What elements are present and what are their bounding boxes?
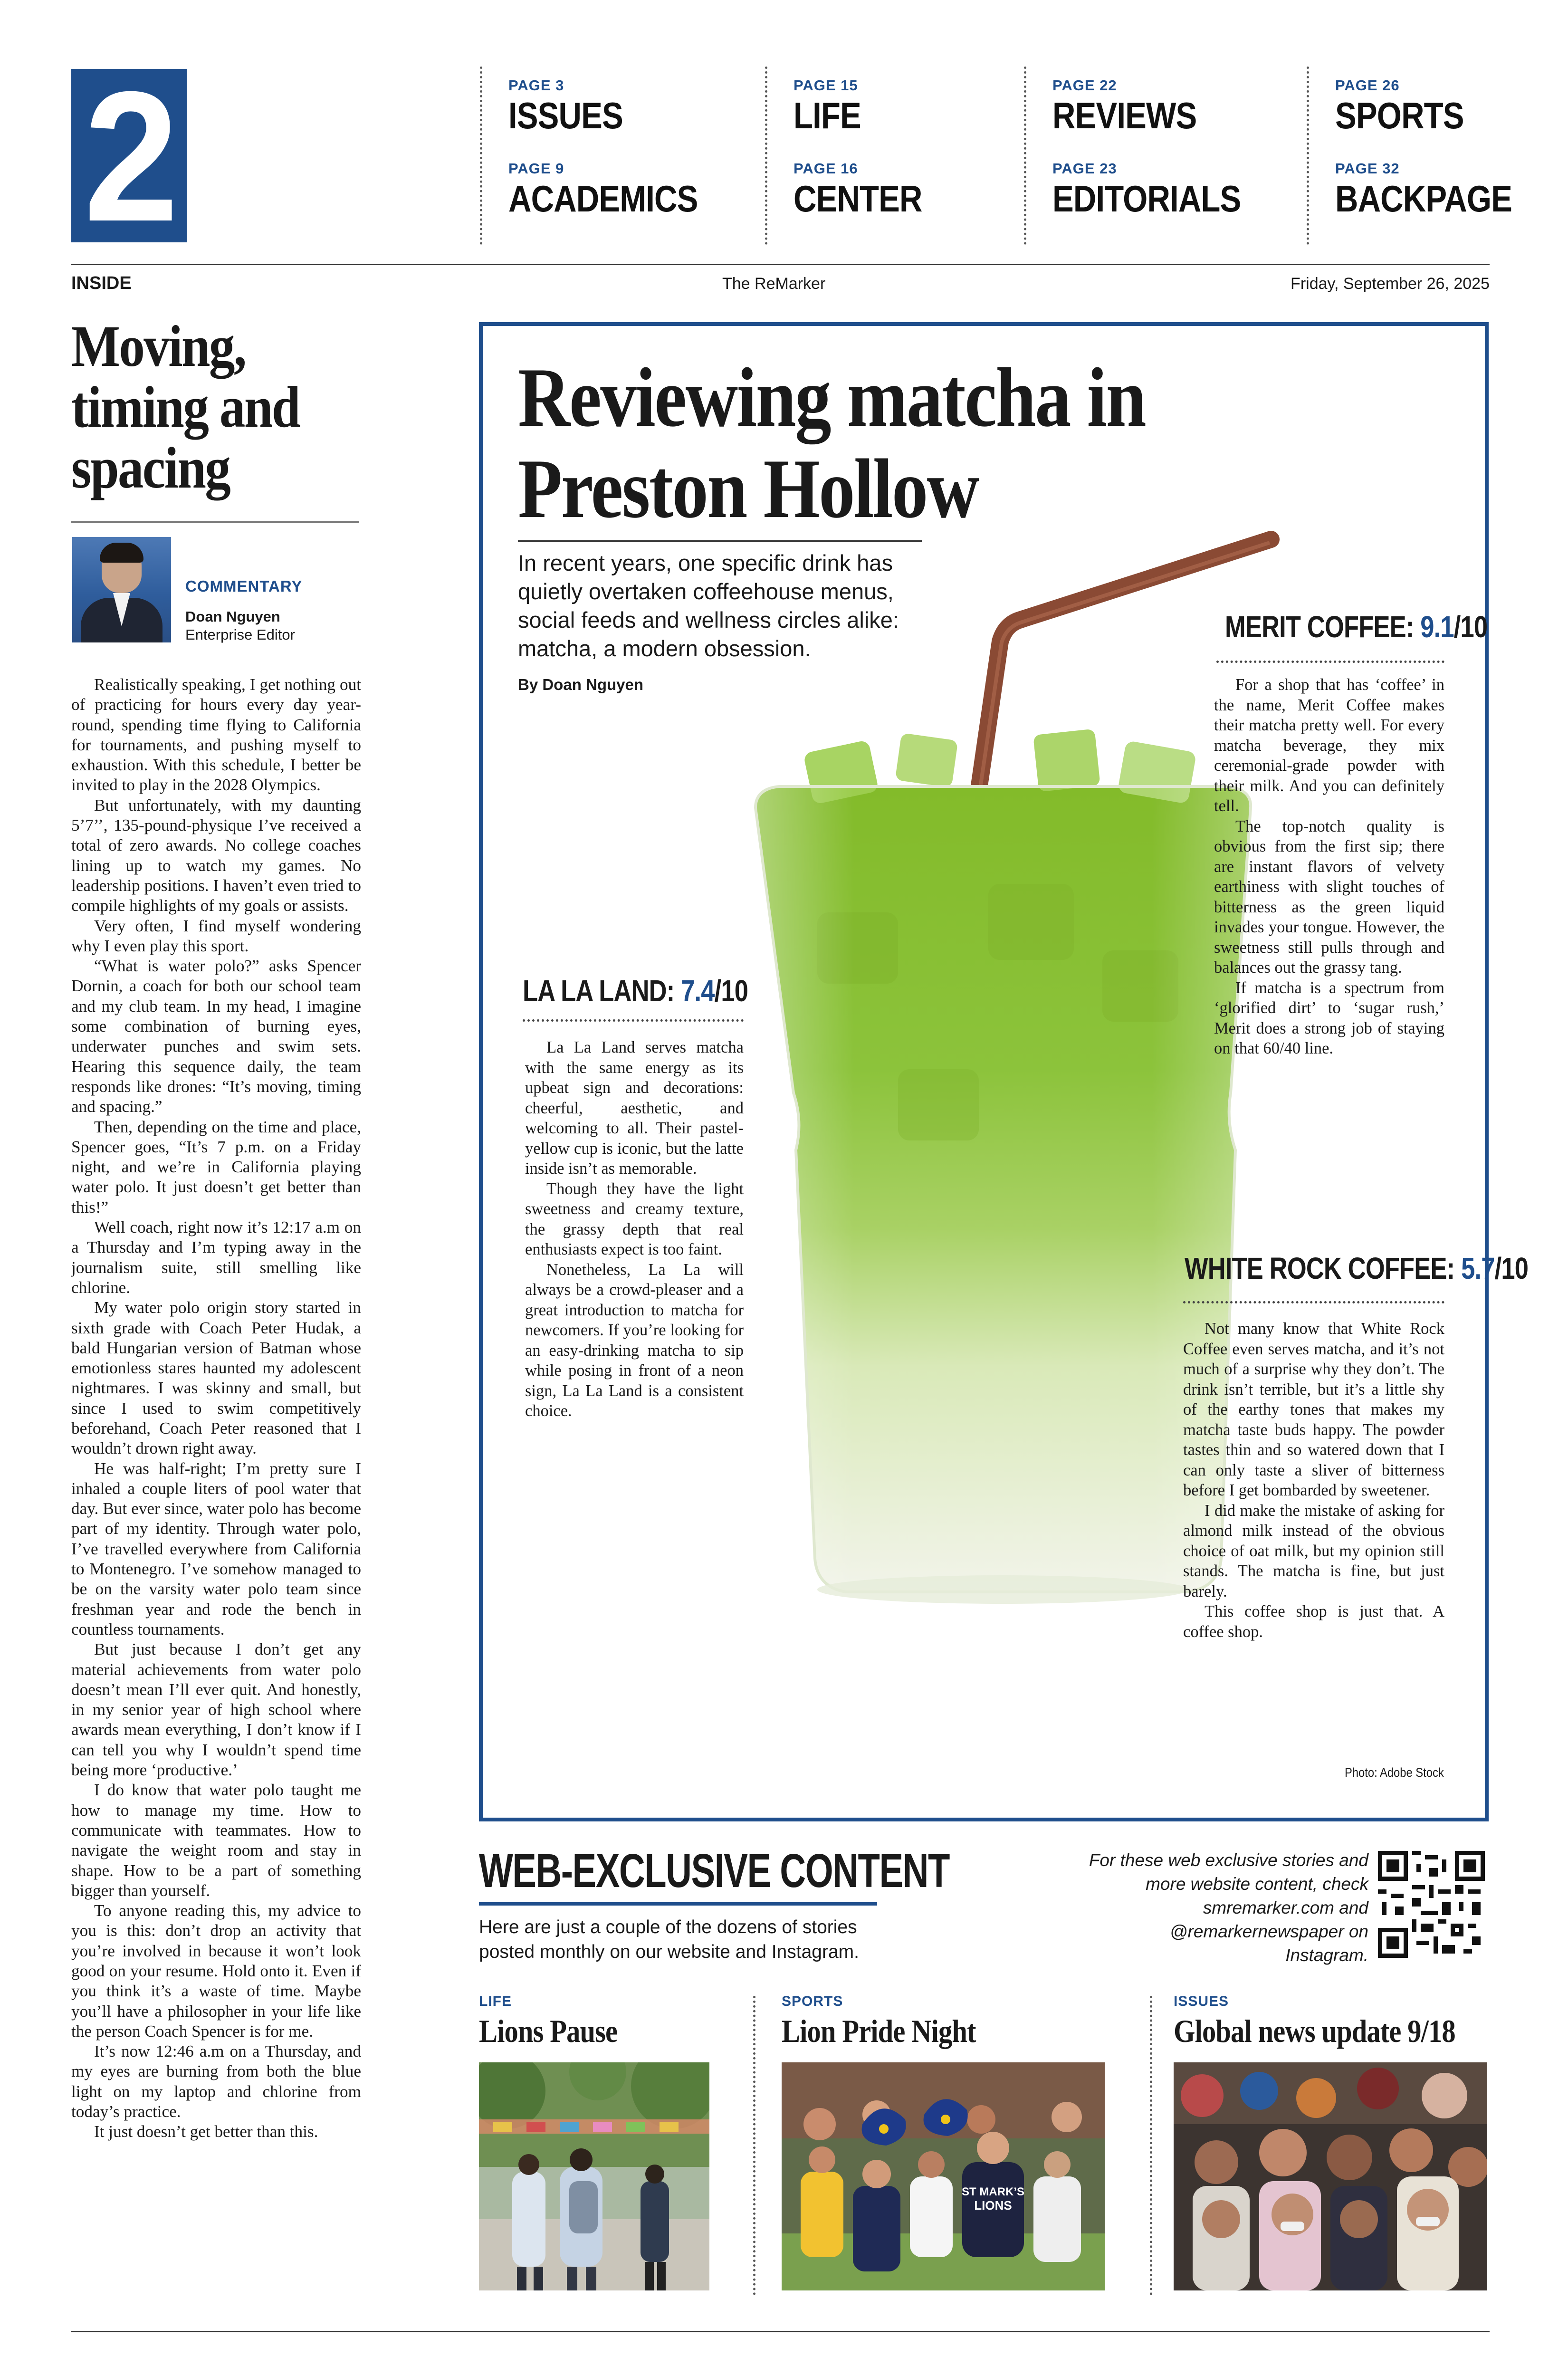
review-score: 9.1 — [1420, 610, 1454, 644]
merit-review-heading — [1225, 609, 1487, 651]
commentary-body — [71, 675, 361, 2142]
nav-page-number: PAGE 3 — [508, 77, 564, 94]
review-paragraph: La La Land serves matcha with the same energy as its upbeat sign and decorations: cheerful, aesthetic, and welcoming to all. Their pastel-yellow cup is iconic, but the latte inside isn’t as memorable. — [525, 1038, 744, 1178]
nav-section-name: CENTER — [794, 178, 922, 220]
svg-text:LIONS: LIONS — [974, 2198, 1012, 2213]
nav-item-issues[interactable] — [508, 77, 728, 160]
web-exclusive-subheading: Here are just a couple of the dozens of stories posted monthly on our website and Instagram. — [479, 1917, 859, 1962]
nav-section-name: ISSUES — [508, 95, 623, 136]
nav-section-name: SPORTS — [1335, 95, 1464, 136]
commentary-paragraph: It’s now 12:46 a.m on a Thursday, and my eyes are burning from both the blue light on my laptop and chlorine from today’s practice. — [71, 2042, 361, 2121]
commentary-paragraph: Realistically speaking, I get nothing out of practicing for hours every day year-round, spending time flying to California for tournaments, and pushing myself to exhaustion. With this schedule, I better be invited to play in the 2028 Olympics. — [71, 675, 361, 795]
review-paragraph: The top-notch quality is obvious from the first sip; there are instant flavors of velvety earthiness with slight touches of bitterness as the green liquid invades your tongue. However, the sweetness still pulls through and balances out the grassy tang. — [1214, 817, 1444, 977]
commentary-paragraph: Well coach, right now it’s 12:17 a.m on a Thursday and I’m typing away in the journalism suite, still smelling like chlorine. — [71, 1218, 361, 1297]
review-paragraph: I did make the mistake of asking for almond milk instead of the obvious choice of oat milk, but my opinion still stands. The matcha is fine, but just barely. — [1183, 1501, 1444, 1600]
story-global-news[interactable] — [1174, 1993, 1501, 2050]
issue-date: Friday, September 26, 2025 — [1291, 275, 1490, 293]
author-name: Doan Nguyen — [185, 608, 280, 625]
web-exclusive-heading: WEB-EXCLUSIVE CONTENT — [479, 1844, 949, 1897]
review-out-of: /10 — [1453, 610, 1488, 644]
headline-rule — [71, 521, 359, 523]
review-divider — [1183, 1301, 1444, 1303]
nav-item-academics[interactable] — [508, 160, 728, 243]
lala-land-review-heading — [523, 973, 748, 1015]
review-paragraph: For a shop that has ‘coffee’ in the name, Merit Coffee makes their matcha pretty well. For every matcha beverage, they mix ceremonial-grade powder with their milk. And you can definitely tell. — [1214, 676, 1444, 815]
author-role: Enterprise Editor — [185, 626, 295, 643]
svg-text:ST MARK’S: ST MARK’S — [962, 2185, 1024, 2198]
page-number-badge — [71, 53, 187, 260]
commentary-label: COMMENTARY — [185, 577, 303, 595]
page-number: 2 — [84, 53, 174, 260]
nav-item-life[interactable] — [794, 77, 943, 160]
nav-section-name: BACKPAGE — [1335, 178, 1512, 220]
review-paragraph: Nonetheless, La La will always be a crowd-pleaser and a great introduction to matcha for newcomers. If you’re looking for an easy-drinking matcha to sip while posing in front of a neon sign, La La Land is a consistent choice. — [525, 1260, 744, 1420]
commentary-paragraph: It just doesn’t get better than this. — [94, 2122, 318, 2141]
review-out-of: /10 — [714, 974, 748, 1008]
story-title[interactable]: Lions Pause — [479, 2013, 618, 2049]
lions-pause-photo[interactable] — [479, 2062, 709, 2290]
story-divider — [1150, 1996, 1152, 2295]
global-news-photo[interactable] — [1174, 2062, 1487, 2290]
nav-page-number: PAGE 23 — [1052, 160, 1117, 177]
commentary-paragraph: He was half-right; I’m pretty sure I inhaled a couple liters of pool water that day. But ever since, water polo has become part of my identity. Through water polo, I’ve travelled everywhere from California to Montenegro. I’ve somehow managed to be on the varsity water polo team since freshman year and rode the bench in countless tournaments. — [71, 1459, 361, 1638]
story-title[interactable]: Global news update 9/18 — [1174, 2013, 1455, 2049]
story-lion-pride-night[interactable] — [782, 1993, 1007, 2050]
nav-section-name: REVIEWS — [1052, 95, 1197, 136]
commentary-paragraph: But just because I don’t get any material achievements from water polo doesn’t mean I’ll ever quit. And honestly, in my senior year of high school where awards mean everything, I don’t know if I can tell you why I wouldn’t spend time being more ‘productive.’ — [71, 1640, 361, 1780]
review-name: LA LA LAND: — [523, 974, 681, 1008]
story-tag: ISSUES — [1174, 1993, 1229, 2009]
nav-item-reviews[interactable] — [1052, 77, 1272, 160]
story-lions-pause[interactable] — [479, 1993, 640, 2050]
feature-dek: In recent years, one specific drink has quietly overtaken coffeehouse menus, social feeds and wellness circles alike: matcha, a modern obsession. — [518, 550, 899, 661]
nav-column-3 — [1024, 67, 1272, 245]
commentary-paragraph: But unfortunately, with my daunting 5’7’’, 135-pound-physique I’ve received a total of zero awards. No college coaches lining up to watch my games. No leadership positions. I haven’t even tried to compile highlights of my goals or assists. — [71, 795, 361, 915]
commentary-headline[interactable]: Moving, timing and spacing — [71, 314, 299, 500]
nav-item-sports[interactable] — [1335, 77, 1541, 160]
merit-review-body — [1214, 675, 1444, 1059]
review-out-of: /10 — [1494, 1251, 1529, 1285]
nav-item-backpage[interactable] — [1335, 160, 1541, 243]
nav-column-4 — [1307, 67, 1541, 245]
review-name: MERIT COFFEE: — [1225, 610, 1421, 644]
review-paragraph: Though they have the light sweetness and creamy texture, the grassy depth that real enthusiasts expect is too faint. — [525, 1179, 744, 1258]
nav-page-number: PAGE 16 — [794, 160, 858, 177]
review-name: WHITE ROCK COFFEE: — [1185, 1251, 1462, 1285]
nav-page-number: PAGE 15 — [794, 77, 858, 94]
nav-section-name: LIFE — [794, 95, 861, 136]
white-rock-review-body — [1183, 1319, 1444, 1642]
review-divider — [523, 1019, 744, 1022]
lion-pride-night-photo[interactable] — [782, 2062, 1105, 2290]
web-exclusive-note: For these web exclusive stories and more website content, check smremarker.com and @remarkernewspaper on Instagram. — [1089, 1850, 1368, 1965]
commentary-paragraph: Very often, I find myself wondering why I even play this sport. — [71, 916, 361, 955]
commentary-paragraph: I do know that water polo taught me how to manage my time. How to communicate with teammates. How to navigate the weight room and stay in shape. How to be a part of something bigger than yourself. — [71, 1781, 361, 1900]
inside-label: INSIDE — [71, 273, 132, 293]
nav-column-1 — [480, 67, 728, 245]
commentary-paragraph: Then, depending on the time and place, Spencer goes, “It’s 7 p.m. on a Friday night, and we’re in California playing water polo. It just doesn’t get better than this!” — [71, 1117, 361, 1217]
review-score: 7.4 — [681, 974, 715, 1008]
web-exclusive-rule — [479, 1902, 877, 1906]
review-paragraph: Not many know that White Rock Coffee even serves matcha, and it’s not much of a surprise why they don’t. The drink isn’t terrible, but it’s a little shy of the earthy tones that makes my matcha taste buds happy. The powder tastes thin and so watered down that I can only taste a sliver of bitterness before I get bombarded by sweetener. — [1183, 1320, 1444, 1499]
feature-byline: By Doan Nguyen — [518, 676, 644, 693]
footer-rule — [71, 2331, 1490, 2332]
review-paragraph: This coffee shop is just that. A coffee shop. — [1183, 1602, 1444, 1641]
commentary-paragraph: “What is water polo?” asks Spencer Dornin, a coach for both our school team and my club team. In my head, I imagine some combination of burning eyes, underwater punches and swim sets. Hearing this sequence daily, the team responds like drones: “It’s moving, timing and spacing.” — [71, 957, 361, 1116]
nav-page-number: PAGE 22 — [1052, 77, 1117, 94]
nav-item-center[interactable] — [794, 160, 943, 243]
commentary-paragraph: To anyone reading this, my advice to you is this: don’t drop an activity that you’re involved in because it won’t look good on your resume. Hold onto it. Even if you think it’s a waste of time. Maybe you’ll have a philosopher in your life like the person Coach Spencer is for me. — [71, 1901, 361, 2041]
lala-land-review-body — [525, 1037, 744, 1421]
story-divider — [753, 1996, 755, 2295]
photo-credit: Photo: Adobe Stock — [1345, 1765, 1444, 1780]
header-rule — [71, 264, 1490, 265]
nav-column-2 — [765, 67, 943, 245]
story-title[interactable]: Lion Pride Night — [782, 2013, 976, 2049]
nav-page-number: PAGE 26 — [1335, 77, 1400, 94]
story-tag: SPORTS — [782, 1993, 843, 2009]
review-divider — [1216, 661, 1444, 663]
feature-title[interactable]: Reviewing matcha in Preston Hollow — [518, 350, 1146, 536]
commentary-paragraph: My water polo origin story started in sixth grade with Coach Peter Hudak, a bald Hungarian version of Batman whose emotionless stares haunted my adolescent nightmares. I was skinny and small, but since I used to swim competitively beforehand, Coach Peter reasoned that I wouldn’t drown right away. — [71, 1298, 361, 1458]
qr-code[interactable] — [1378, 1851, 1485, 1958]
nav-item-editorials[interactable] — [1052, 160, 1272, 243]
story-tag: LIFE — [479, 1993, 512, 2009]
author-photo — [72, 537, 171, 642]
nav-page-number: PAGE 9 — [508, 160, 564, 177]
review-paragraph: If matcha is a spectrum from ‘glorified dirt’ to ‘sugar rush,’ Merit does a strong job of staying on that 60/40 line. — [1214, 978, 1444, 1057]
nav-page-number: PAGE 32 — [1335, 160, 1400, 177]
nav-section-name: ACADEMICS — [508, 178, 698, 220]
nav-section-name: EDITORIALS — [1052, 178, 1241, 220]
white-rock-review-heading — [1185, 1251, 1528, 1293]
paper-name: The ReMarker — [722, 275, 826, 293]
review-score: 5.7 — [1461, 1251, 1495, 1285]
